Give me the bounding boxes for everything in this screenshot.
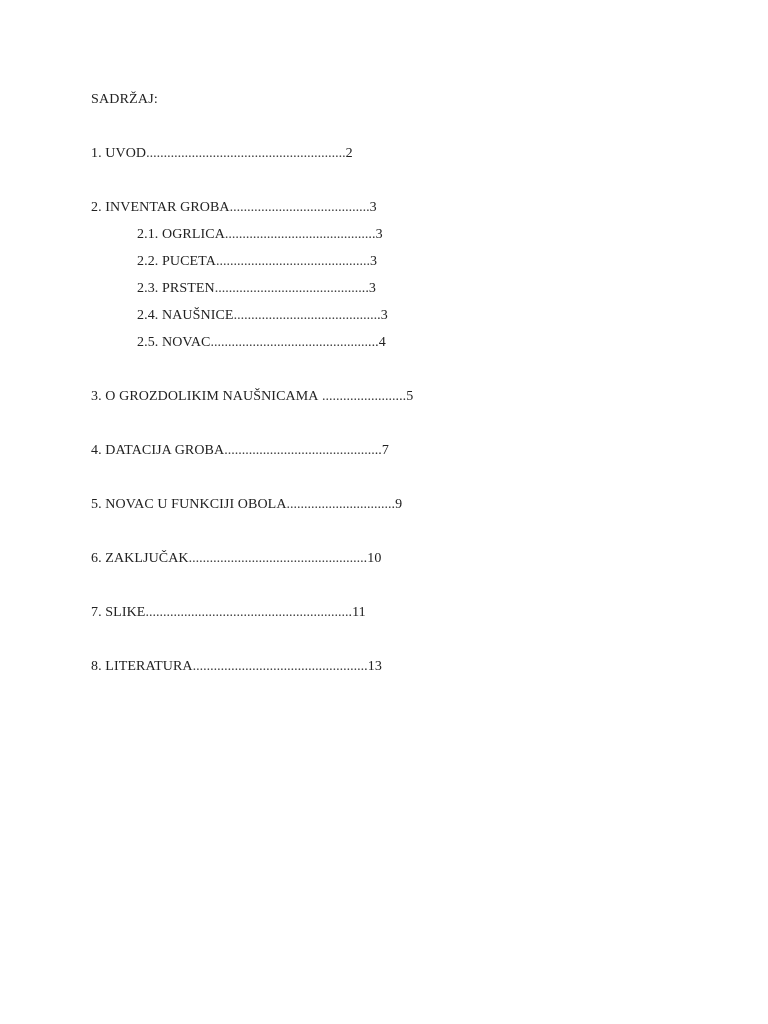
- toc-entry-uvod[interactable]: [91, 144, 511, 164]
- toc-page-number: .3: [377, 308, 388, 323]
- toc-leader-dots: .........................................................: [146, 146, 346, 161]
- toc-subentry-puceta[interactable]: [91, 252, 511, 272]
- toc-entry-zakljucak[interactable]: [91, 549, 511, 569]
- toc-subentry-novac[interactable]: [91, 333, 511, 353]
- toc-entry-literatura[interactable]: [91, 657, 511, 677]
- toc-entry-label: 2.1. OGRLICA: [137, 227, 225, 242]
- toc-page-number: 3: [369, 200, 377, 215]
- toc-entry-novac-obola[interactable]: [91, 495, 511, 515]
- toc-entry-label: 8. LITERATURA: [91, 659, 193, 674]
- toc-page-number: 3: [369, 254, 378, 269]
- toc-leader-dots: ..........................................................: [145, 605, 349, 620]
- toc-leader-dots: .........................................: [233, 308, 378, 323]
- toc-entry-grozdolike-nausnice[interactable]: [91, 387, 511, 407]
- toc-leader-dots: .................................................: [192, 659, 365, 674]
- toc-page-number: ...4: [367, 335, 386, 350]
- toc-entry-label: 3. O GROZDOLIKIM NAUŠNICAMA: [91, 389, 319, 404]
- toc-subentry-nausnice[interactable]: [91, 306, 511, 326]
- toc-page-number: ..3: [361, 281, 377, 296]
- toc-page-number: .13: [364, 659, 382, 674]
- toc-leader-dots: ........................................: [229, 200, 370, 215]
- toc-subentry-ogrlica[interactable]: [91, 225, 511, 245]
- toc-entry-label: 2. INVENTAR GROBA: [91, 200, 230, 215]
- toc-heading: SADRŽAJ:: [91, 92, 158, 107]
- toc-leader-dots: ...........................................: [224, 443, 375, 458]
- toc-page-number: .11: [348, 605, 366, 620]
- toc-leader-dots: .............................................: [210, 335, 368, 350]
- toc-leader-dots: ..................................................: [188, 551, 364, 566]
- toc-entry-datacija-groba[interactable]: [91, 441, 511, 461]
- toc-entry-label: 4. DATACIJA GROBA: [91, 443, 225, 458]
- toc-page-number: .9: [391, 497, 403, 512]
- toc-entry-label: 2.5. NOVAC: [137, 335, 211, 350]
- toc-entry-label: 1. UVOD: [91, 146, 147, 161]
- toc-subentry-prsten[interactable]: [91, 279, 511, 299]
- toc-entry-label: 6. ZAKLJUČAK: [91, 551, 189, 566]
- toc-leader-dots: ............................................: [215, 254, 370, 269]
- toc-entry-slike[interactable]: [91, 603, 511, 623]
- toc-entry-label: 2.2. PUCETA: [137, 254, 216, 269]
- toc-entry-label: 7. SLIKE: [91, 605, 146, 620]
- toc-page-number: ...5: [395, 389, 414, 404]
- toc-page-number: .10: [363, 551, 382, 566]
- toc-leader-dots: .........................................: [224, 227, 369, 242]
- toc-entry-inventar-groba[interactable]: [91, 198, 511, 218]
- table-of-contents: [91, 90, 511, 711]
- toc-page-number: ..7: [374, 443, 390, 458]
- toc-leader-dots: ..............................: [286, 497, 392, 512]
- toc-leader-dots: .....................: [318, 389, 396, 404]
- toc-entry-label: 2.4. NAUŠNICE: [137, 308, 234, 323]
- toc-page-number: ..3: [368, 227, 383, 242]
- toc-page-number: 2: [345, 146, 353, 161]
- toc-entry-label: 2.3. PRSTEN: [137, 281, 215, 296]
- toc-entry-label: 5. NOVAC U FUNKCIJI OBOLA: [91, 497, 287, 512]
- toc-leader-dots: ..........................................: [214, 281, 362, 296]
